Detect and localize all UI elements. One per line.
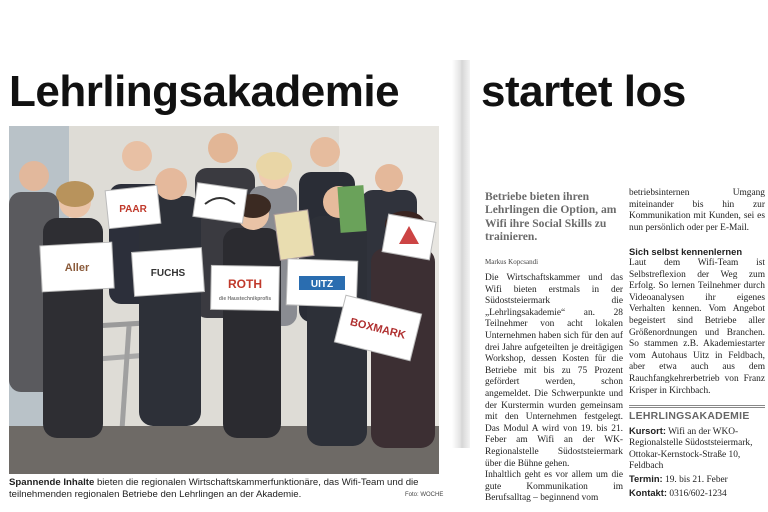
sign-fuchs — [132, 248, 205, 297]
info-kursort — [629, 425, 765, 473]
page-fold — [452, 60, 470, 448]
headline-left: Lehrlingsakademie — [9, 67, 400, 116]
photo-credit: Foto: WOCHE — [405, 492, 444, 498]
person-front-1 — [43, 181, 103, 438]
sign-boxmark-text: BOXMARK — [348, 316, 407, 342]
info-box — [629, 405, 765, 500]
article-author: Markus Kopcsandi — [485, 258, 539, 266]
info-termin — [629, 473, 765, 487]
headline-right: startet los — [481, 67, 686, 116]
body-paragraph-2: Inhaltlich geht es vor allem um die gute Kommunikation im Berufsalltag – beginnend vom — [485, 470, 623, 504]
sign-aller — [40, 242, 114, 292]
sign-paar-text: PAAR — [119, 204, 147, 215]
person-front-3 — [223, 194, 281, 438]
caption-text: bieten die regionalen Wirtschaftskammerfunktionäre, das Wifi-Team und die teilnehmenden regionalen Betriebe den Lehrlingen an der Akademie. — [9, 477, 419, 500]
info-kontakt-value: 0316/602-1234 — [667, 488, 727, 499]
newspaper-spread — [7, 60, 765, 504]
sign-roth-subtext: die Haustechnikprofis — [218, 296, 272, 302]
sign-paar — [105, 185, 161, 228]
article-lead: Betriebe bieten ihren Lehrlingen die Option, am Wifi ihre Social Skills zu trainieren. — [485, 190, 617, 244]
sign-uitz-text: UITZ — [310, 279, 334, 290]
body-paragraph-1: Die Wirtschaftskammer und das Wifi bieten erstmals in der Südoststeiermark die „Lehrlingsakademie“ an. 28 Teilnehmer von acht lokalen Unternehmen haben sich für den auf drei Jahre aufgeteilten je dreitägigen Workshop, dessen Kosten für die Betriebe mit bis zu 75 Prozent gefördert werden, schon angemeldet. Die Schwerpunkte und der Kurstermin wurden gemeinsam mit den Unternehmen festgelegt. Das Modul A wird von 19. bis 21. Feber am Wifi an der WK-Regionalstelle Südoststeiermark über die Bühne gehen. — [485, 273, 623, 469]
sign-aller-text: Aller — [64, 262, 90, 274]
section-subhead: Sich selbst kennenlernen — [629, 246, 743, 258]
info-kursort-value: Wifi an der WKO-Regionalstelle Südoststeiermark, Ottokar-Kernstock-Straße 10, Feldbach — [629, 426, 753, 472]
group-photo — [9, 126, 439, 474]
group-photo-illustration — [9, 126, 439, 474]
info-kontakt-label: Kontakt: — [629, 486, 668, 498]
caption-lead: Spannende Inhalte — [9, 477, 95, 488]
body-paragraph-3: betriebsinternen Umgang miteinander bis hin zur Kommunikation mit Kunden, sei es nun persönlich oder per E-Mail. — [629, 188, 765, 233]
sign-fuchs-text: FUCHS — [150, 268, 186, 279]
article-column-2 — [629, 188, 765, 397]
info-termin-label: Termin: — [629, 472, 663, 484]
info-termin-value: 19. bis 21. Feber — [662, 474, 728, 485]
body-paragraph-4: Laut dem Wifi-Team ist Selbstreflexion der Weg zum Erfolg. So lernen Teilnehmer durch Videoanalysen ihr eigenes Verhalten kennen. Vom Angebot begeistert sind Betriebe aller Größenordnungen und Branchen. So stammen z.B. Akademiestarter vom Autohaus Uitz in Feldbach, aber etwa auch aus dem Rauchfangkehrerbetrieb von Franz Krisper in Kirchbach. — [629, 257, 765, 396]
sign-star — [382, 214, 436, 260]
sign-hawk — [193, 183, 247, 224]
info-box-title: LEHRLINGSAKADEMIE — [629, 405, 765, 423]
info-kontakt — [629, 487, 765, 501]
sign-roth-text: ROTH — [228, 277, 262, 291]
article-column-1 — [485, 273, 623, 505]
photo-caption — [9, 477, 439, 501]
info-kursort-label: Kursort: — [629, 424, 666, 436]
sign-roth — [211, 265, 280, 310]
